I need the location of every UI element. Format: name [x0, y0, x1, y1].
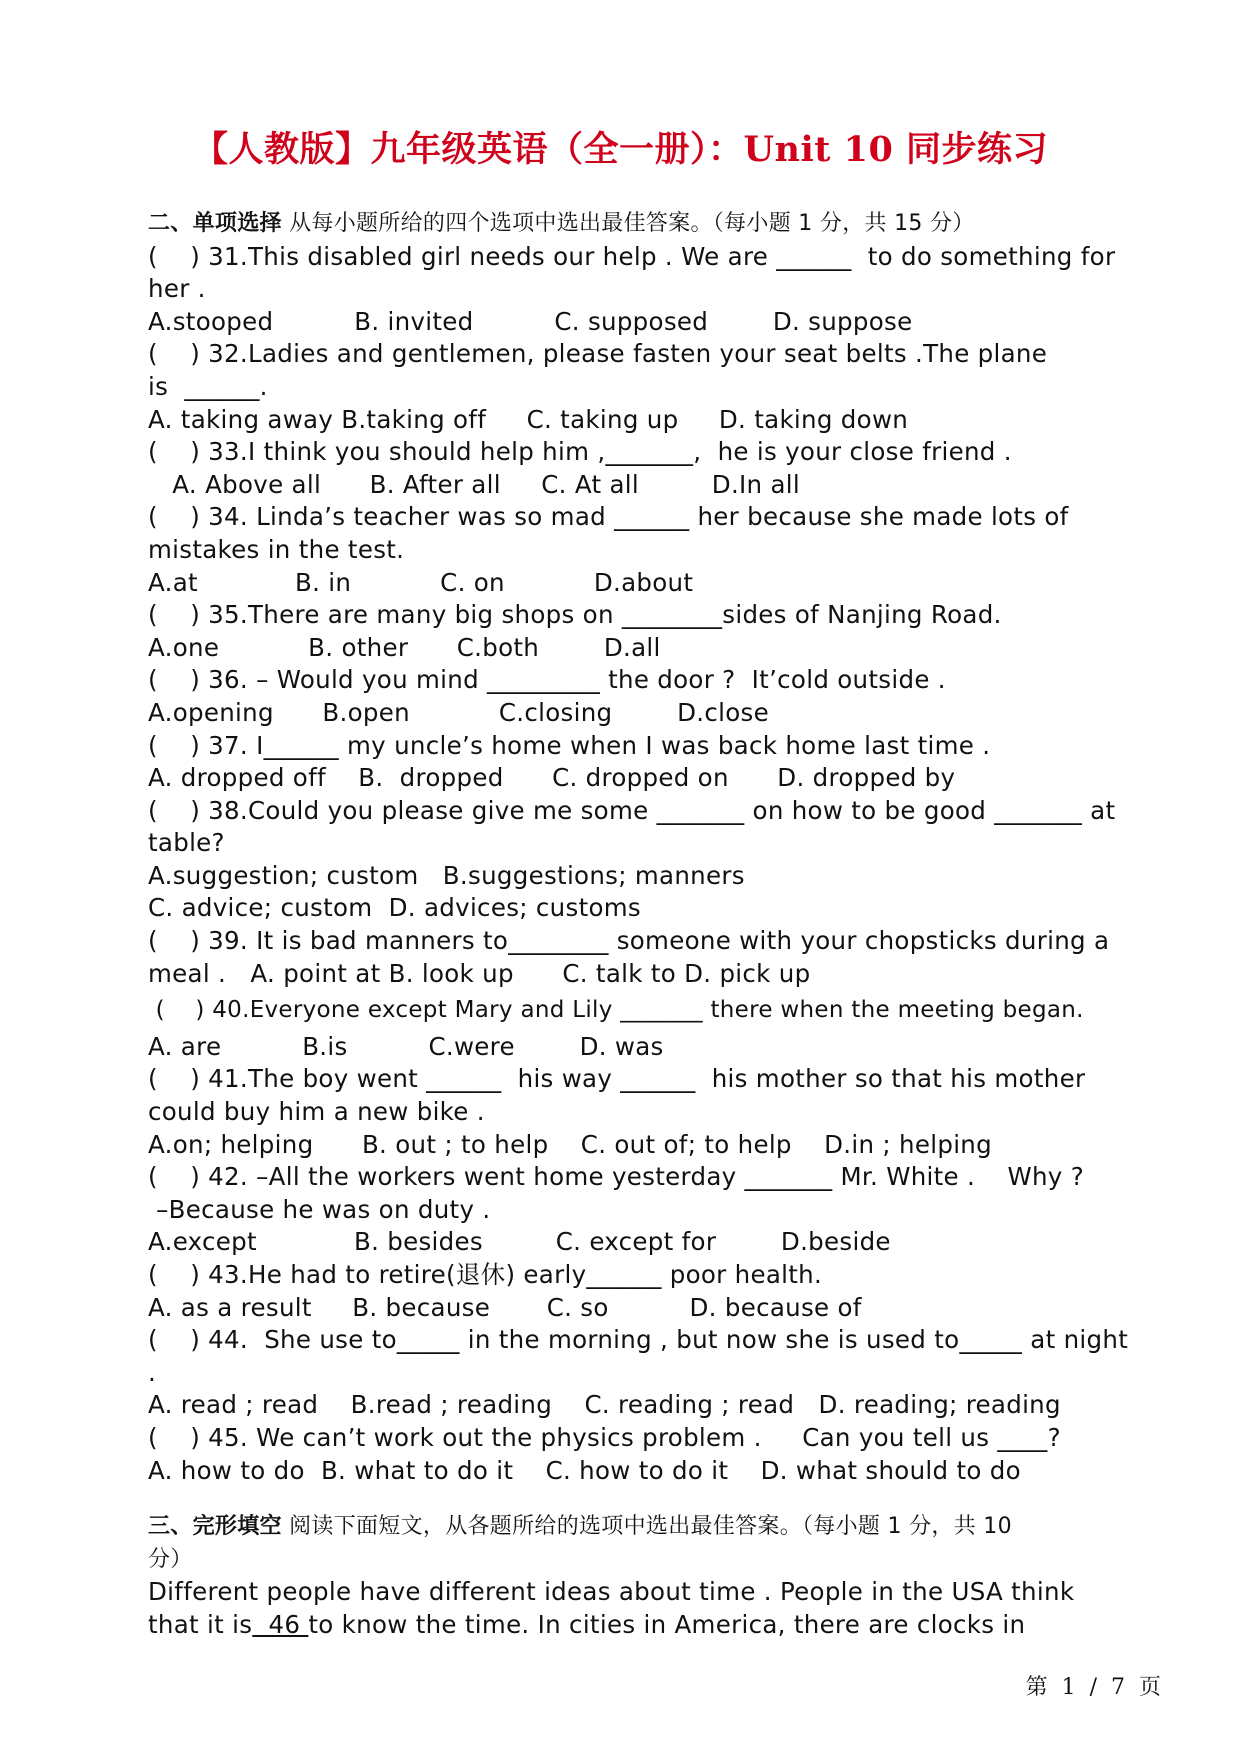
question-line: ( ) 36. – Would you mind _________ the door ? It’cold outside . — [148, 665, 946, 695]
question-line: A. as a result B. because C. so D. because of — [148, 1292, 862, 1322]
section-heading-multiple-choice — [148, 208, 1148, 241]
question-line: could buy him a new bike . — [148, 1097, 485, 1127]
question-line: her . — [148, 274, 206, 304]
passage-line: Different people have different ideas about time . People in the USA think — [148, 1577, 1075, 1607]
question-line: ( ) 33.I think you should help him ,_______, he is your close friend . — [148, 437, 1012, 467]
question-line: ( ) 44. She use to_____ in the morning , but now she is used to_____ at night — [148, 1325, 1129, 1355]
question-line: A.opening B.open C.closing D.close — [148, 697, 769, 727]
question-line: C. advice; custom D. advices; customs — [148, 893, 641, 923]
question-line: ( ) 39. It is bad manners to________ someone with your chopsticks during a — [148, 926, 1110, 956]
passage-text: to know the time. In cities in America, there are clocks in — [308, 1609, 1026, 1639]
page-number: 第 1 / 7 页 — [1025, 1675, 1161, 1700]
question-line: ( ) 45. We can’t work out the physics problem . Can you tell us ____? — [148, 1422, 1061, 1452]
question-line: A. read ; read B.read ; reading C. reading ; read D. reading; reading — [148, 1390, 1061, 1420]
section-instruction: 从每小题所给的四个选项中选出最佳答案。（每小题 1 分，共 15 分） — [281, 211, 975, 236]
section-instruction-continued: 分） — [148, 1546, 193, 1572]
question-line: . — [148, 1357, 157, 1387]
section-title: 二、单项选择 — [148, 211, 282, 236]
page-title: 【人教版】九年级英语（全一册）：Unit 10 同步练习 — [192, 129, 1048, 170]
question-line: ( ) 43.He had to retire(退休) early______ poor health. — [148, 1260, 823, 1289]
question-list-part2 — [148, 1031, 1148, 1487]
question-line: A.one B. other C.both D.all — [148, 632, 661, 662]
cloze-blank-46: 46 — [252, 1609, 309, 1639]
question-line: ( ) 35.There are many big shops on ________sides of Nanjing Road. — [148, 600, 1002, 630]
question-line: –Because he was on duty . — [148, 1194, 491, 1224]
question-line: is ______. — [148, 371, 268, 401]
question-line: A.at B. in C. on D.about — [148, 567, 694, 597]
question-line: ( ) 31.This disabled girl needs our help . We are ______ to do something for — [148, 241, 1116, 271]
question-line: table? — [148, 828, 225, 858]
question-line: A. how to do B. what to do it C. how to do it D. what should to do — [148, 1455, 1021, 1485]
question-line: ( ) 37. I______ my uncle’s home when I was back home last time . — [148, 730, 991, 760]
question-line: A. are B.is C.were D. was — [148, 1031, 664, 1061]
question-line: ( ) 34. Linda’s teacher was so mad ______ her because she made lots of — [148, 502, 1069, 532]
question-line: A. Above all B. After all C. At all D.In all — [148, 469, 801, 499]
question-line: mistakes in the test. — [148, 534, 405, 564]
question-line: A.suggestion; custom B.suggestions; manners — [148, 860, 745, 890]
question-line: meal . A. point at B. look up C. talk to D. pick up — [148, 958, 811, 988]
section-instruction: 阅读下面短文，从各题所给的选项中选出最佳答案。（每小题 1 分，共 10 — [281, 1514, 1012, 1540]
question-list-part1 — [148, 241, 1148, 991]
section-title: 三、完形填空 — [148, 1514, 282, 1540]
question-line: A.except B. besides C. except for D.beside — [148, 1227, 891, 1257]
passage-text: that it is — [148, 1609, 253, 1639]
question-line: ( ) 38.Could you please give me some _______ on how to be good _______ at — [148, 795, 1116, 825]
question-line: A. dropped off B. dropped C. dropped on D. dropped by — [148, 763, 956, 793]
document-body — [148, 208, 1148, 1642]
question-line: ( ) 41.The boy went ______ his way ______ his mother so that his mother — [148, 1064, 1086, 1094]
question-line: ( ) 40.Everyone except Mary and Lily _______ there when the meeting began. — [148, 997, 1084, 1024]
question-line: ( ) 32.Ladies and gentlemen, please fasten your seat belts .The plane — [148, 339, 1048, 369]
question-line: A.stooped B. invited C. supposed D. suppose — [148, 306, 913, 336]
section-heading-cloze — [148, 1511, 1148, 1544]
question-line: ( ) 42. –All the workers went home yesterday _______ Mr. White . Why ? — [148, 1162, 1084, 1192]
question-line: A.on; helping B. out ; to help C. out of; to help D.in ; helping — [148, 1129, 992, 1159]
question-line: A. taking away B.taking off C. taking up D. taking down — [148, 404, 909, 434]
passage-line — [148, 1609, 1148, 1642]
